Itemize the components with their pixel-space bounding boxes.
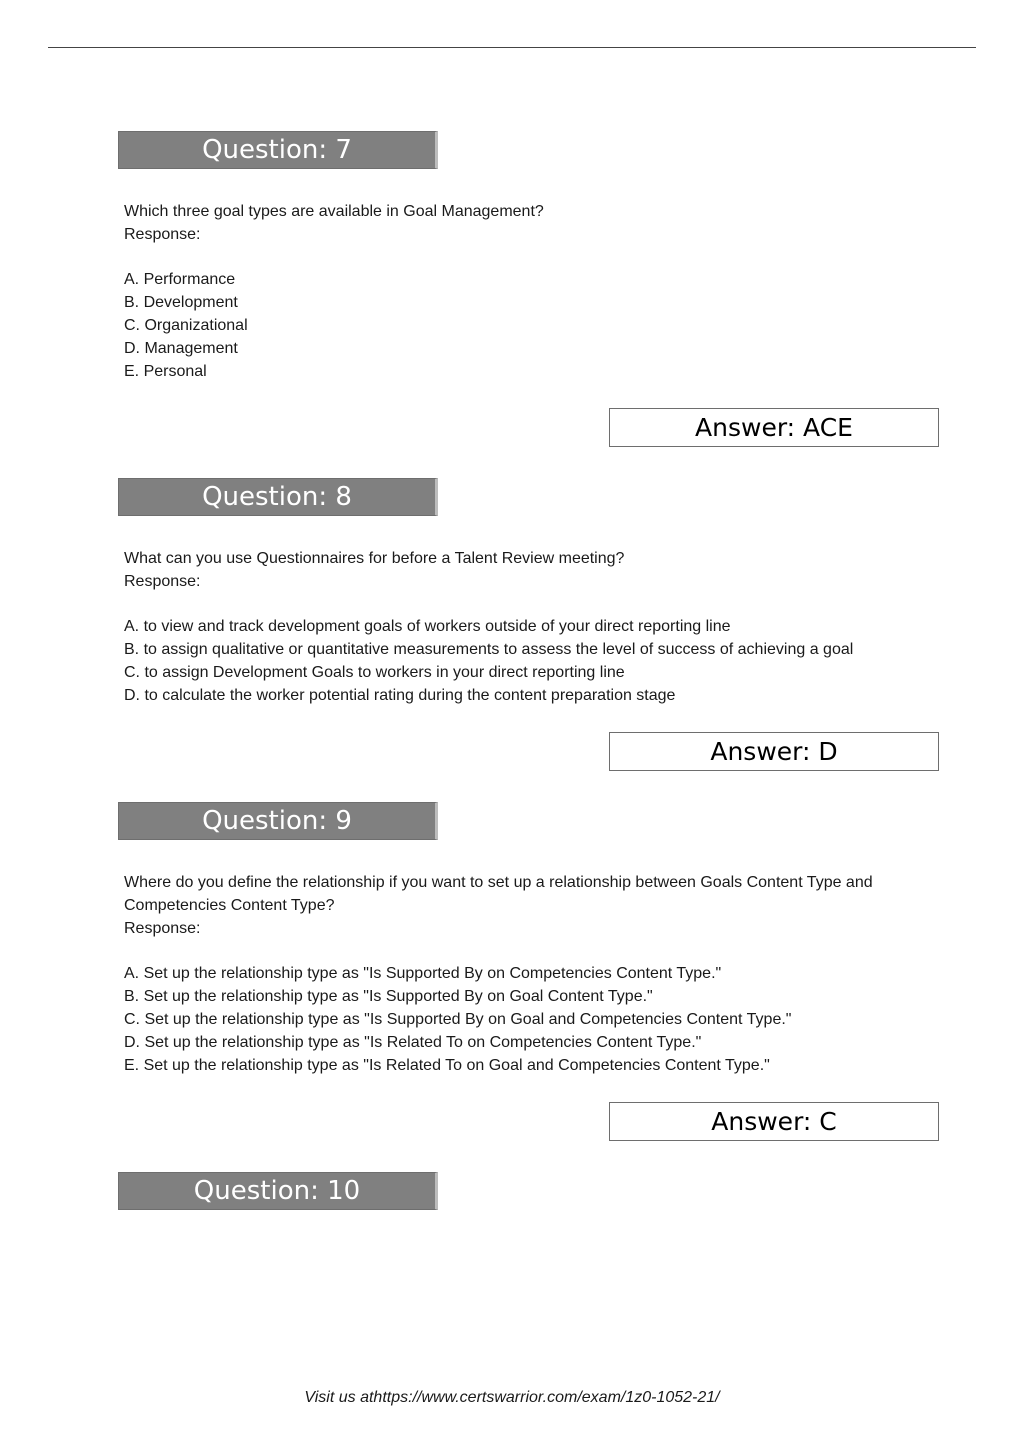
- option: E. Set up the relationship type as "Is Related To on Goal and Competencies Content Type.": [124, 1057, 770, 1074]
- question-8-header: Question: 8: [118, 478, 438, 516]
- question-8-answer: Answer: D: [609, 732, 939, 771]
- option: A. Set up the relationship type as "Is Supported By on Competencies Content Type.": [124, 965, 722, 982]
- question-9-answer: Answer: C: [609, 1102, 939, 1141]
- option: C. Set up the relationship type as "Is Supported By on Goal and Competencies Content Type.": [124, 1011, 792, 1028]
- question-9-stem: Where do you define the relationship if you want to set up a relationship between Goals Content Type and Competencies Content Type?: [124, 874, 873, 914]
- question-7-options: [124, 268, 944, 383]
- question-8-body: [124, 547, 944, 707]
- option: D. Management: [124, 340, 238, 357]
- option: C. to assign Development Goals to workers in your direct reporting line: [124, 664, 625, 681]
- question-10-header: Question: 10: [118, 1172, 438, 1210]
- option: B. Set up the relationship type as "Is Supported By on Goal Content Type.": [124, 988, 653, 1005]
- question-8-stem: What can you use Questionnaires for before a Talent Review meeting?: [124, 550, 625, 567]
- option: A. Performance: [124, 271, 236, 288]
- question-7-response-label: Response:: [124, 226, 201, 243]
- option: D. to calculate the worker potential rating during the content preparation stage: [124, 687, 676, 704]
- question-7-header: Question: 7: [118, 131, 438, 169]
- option: E. Personal: [124, 363, 207, 380]
- option: D. Set up the relationship type as "Is Related To on Competencies Content Type.": [124, 1034, 702, 1051]
- question-7-body: [124, 200, 944, 383]
- option: B. to assign qualitative or quantitative measurements to assess the level of success of achieving a goal: [124, 641, 854, 658]
- question-9-options: [124, 962, 944, 1077]
- top-rule: [48, 47, 976, 48]
- option: C. Organizational: [124, 317, 248, 334]
- option: B. Development: [124, 294, 238, 311]
- question-7-stem: Which three goal types are available in Goal Management?: [124, 203, 544, 220]
- question-8-response-label: Response:: [124, 573, 201, 590]
- question-7-answer: Answer: ACE: [609, 408, 939, 447]
- question-9-body: [124, 871, 944, 1077]
- footer-visit-link[interactable]: Visit us athttps://www.certswarrior.com/exam/1z0-1052-21/: [304, 1389, 720, 1406]
- question-8-options: [124, 615, 944, 707]
- option: A. to view and track development goals of workers outside of your direct reporting line: [124, 618, 731, 635]
- question-9-header: Question: 9: [118, 802, 438, 840]
- question-9-response-label: Response:: [124, 920, 201, 937]
